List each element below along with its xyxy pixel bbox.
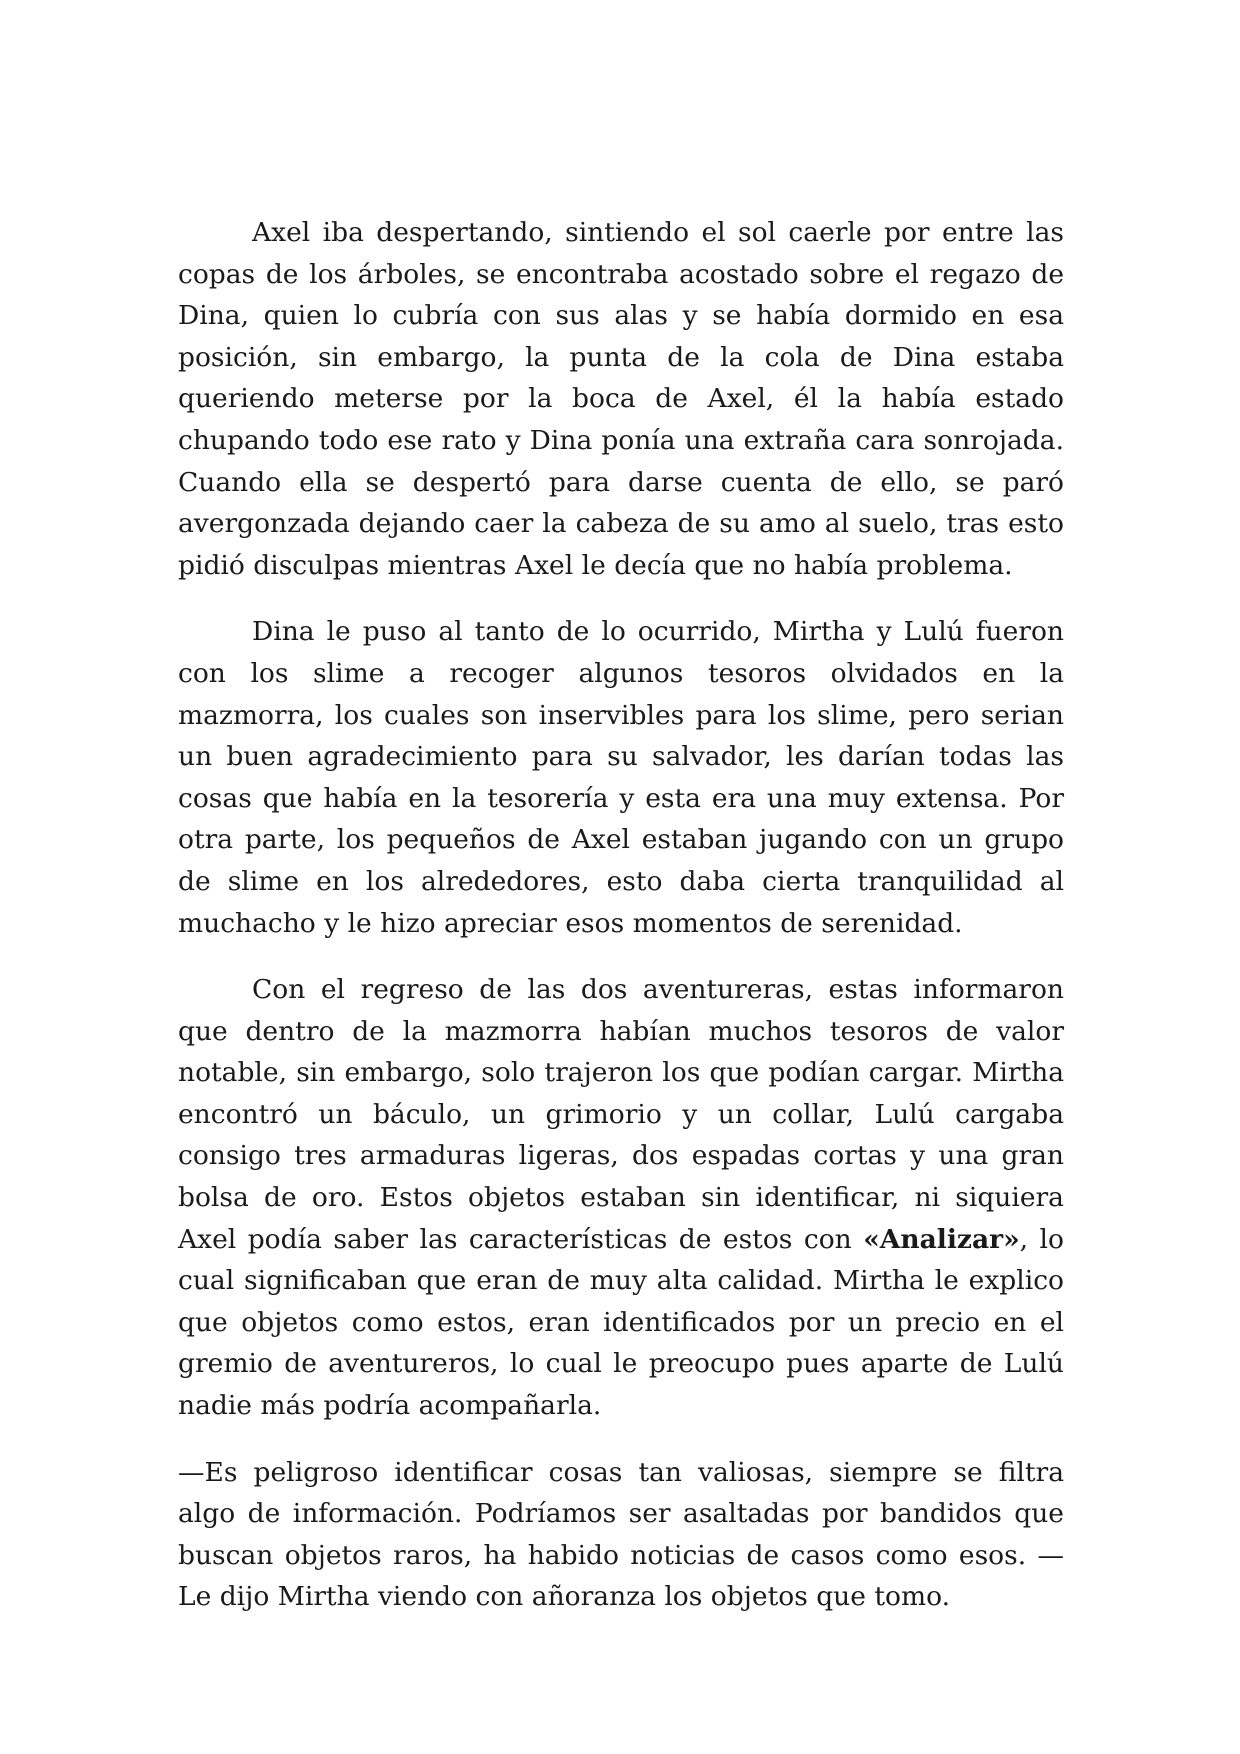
paragraph-2: Dina le puso al tanto de lo ocurrido, Mirtha y Lulú fueron con los slime a recoger algunos tesoros olvidados en la mazmorra, los cuales son inservibles para los slime, pero serian un buen agradecimiento para su salvador, les darían todas las cosas que había en la tesorería y esta era una muy extensa. Por otra parte, los pequeños de Axel estaban jugando con un grupo de slime en los alrededores, esto daba cierta tranquilidad al muchacho y le hizo apreciar esos momentos de serenidad. bbox=[178, 616, 1064, 939]
paragraph-3 bbox=[178, 969, 1064, 1427]
analizar-skill-name: «Analizar» bbox=[863, 1223, 1020, 1255]
paragraph-3-text-after: , lo cual significaban que eran de muy alta calidad. Mirtha le explico que objetos como estos, eran identificados por un precio en el gremio de aventureros, lo cual le preocupo pues aparte de Lulú nadie más podría acompañarla. bbox=[178, 1223, 1064, 1422]
paragraph-1: Axel iba despertando, sintiendo el sol caerle por entre las copas de los árboles, se encontraba acostado sobre el regazo de Dina, quien lo cubría con sus alas y se había dormido en esa posición, sin embargo, la punta de la cola de Dina estaba queriendo meterse por la boca de Axel, él la había estado chupando todo ese rato y Dina ponía una extraña cara sonrojada. Cuando ella se despertó para darse cuenta de ello, se paró avergonzada dejando caer la cabeza de su amo al suelo, tras esto pidió disculpas mientras Axel le decía que no había problema. bbox=[178, 217, 1064, 581]
paragraph-3-text-before: Con el regreso de las dos aventureras, estas informaron que dentro de la mazmorra habían muchos tesoros de valor notable, sin embargo, solo trajeron los que podían cargar. Mirtha encontró un báculo, un grimorio y un collar, Lulú cargaba consigo tres armaduras ligeras, dos espadas cortas y una gran bolsa de oro. Estos objetos estaban sin identificar, ni siquiera Axel podía saber las características de estos con bbox=[178, 974, 1064, 1255]
body-text bbox=[178, 212, 1064, 1618]
dialogue-paragraph: —Es peligroso identificar cosas tan valiosas, siempre se filtra algo de información. Podríamos ser asaltadas por bandidos que buscan objetos raros, ha habido noticias de casos como esos. —Le dijo Mirtha viendo con añoranza los objetos que tomo. bbox=[178, 1456, 1064, 1613]
